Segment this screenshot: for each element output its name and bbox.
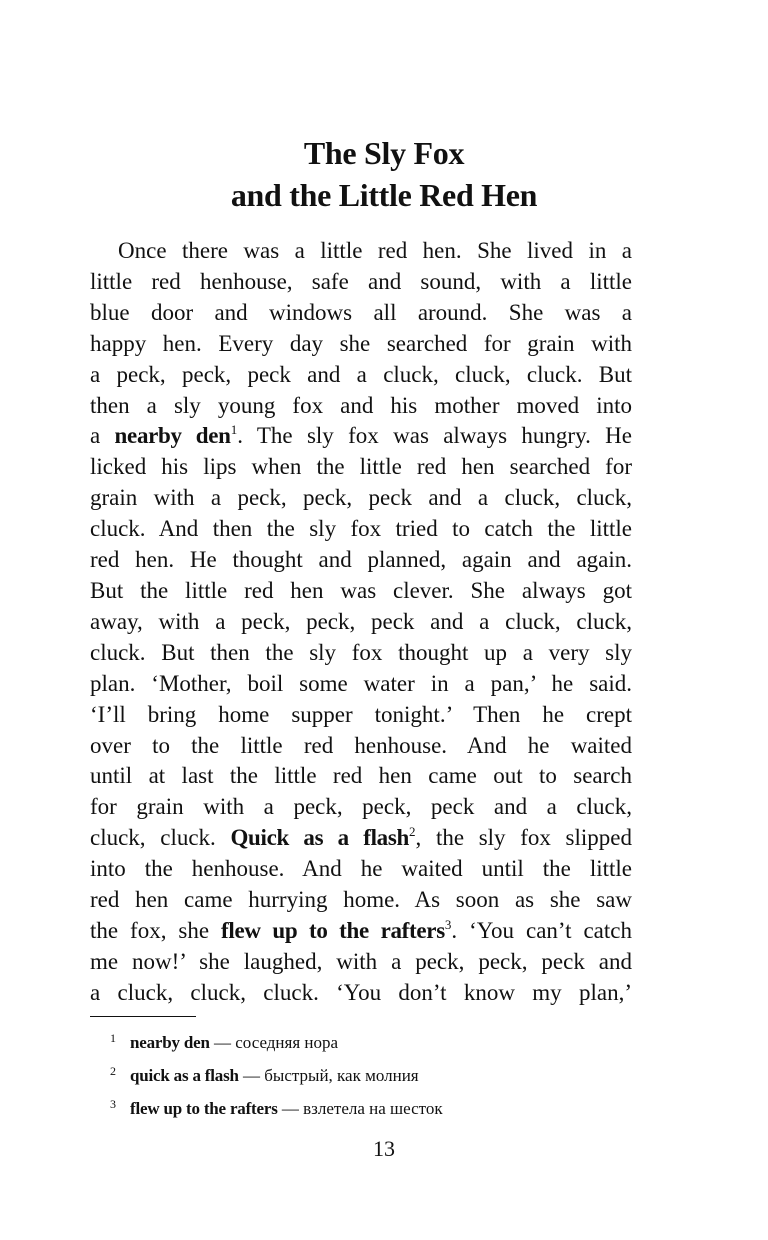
footnote-ref: 1 — [230, 422, 238, 438]
footnote-term: quick as a flash — [130, 1066, 239, 1085]
footnote-divider — [90, 1016, 196, 1017]
footnote-translation: быстрый, как молния — [264, 1066, 419, 1085]
body-line: cluck. But then the sly fox thought up a very sly — [90, 639, 632, 665]
footnote-item — [110, 1090, 710, 1123]
story-body — [90, 236, 632, 1009]
body-line: happy hen. Every day she searched for grain with — [90, 330, 632, 356]
line-text: . The sly fox was always hungry. He — [237, 423, 632, 449]
footnote-item — [110, 1057, 710, 1090]
story-title — [0, 132, 768, 216]
footnote-dash: — — [209, 1033, 236, 1052]
body-line: little red henhouse, safe and sound, with a little — [90, 268, 632, 294]
footnote-ref: 2 — [409, 824, 416, 840]
body-line: ‘I’ll bring home supper tonight.’ Then he crept — [90, 701, 632, 727]
body-line: for grain with a peck, peck, peck and a cluck, — [90, 794, 632, 820]
line-text: , the sly fox slipped — [415, 825, 632, 851]
body-line: a peck, peck, peck and a cluck, cluck, cluck. But — [90, 361, 632, 387]
footnote-translation: соседняя нора — [235, 1033, 339, 1052]
body-line: away, with a peck, peck, peck and a cluck, cluck, — [90, 608, 632, 634]
footnote-number: 1 — [110, 1031, 116, 1045]
footnote-ref: 3 — [444, 916, 452, 932]
body-line: But the little red hen was clever. She always got — [90, 577, 632, 603]
title-line-2: and the Little Red Hen — [230, 177, 538, 213]
body-line: plan. ‘Mother, boil some water in a pan,’ he said. — [90, 670, 632, 696]
body-line: red hen came hurrying home. As soon as she saw — [90, 887, 632, 913]
body-line: red hen. He thought and planned, again and again. — [90, 547, 632, 573]
line-text: a — [90, 423, 115, 449]
title-line-1: The Sly Fox — [303, 135, 465, 171]
line-text: the fox, she — [90, 917, 222, 943]
body-line: over to the little red henhouse. And he waited — [90, 732, 632, 758]
glossary-term-nearby-den: nearby den — [114, 423, 231, 449]
body-line: cluck. And then the sly fox tried to catch the little — [90, 516, 632, 542]
body-line: then a sly young fox and his mother moved into — [90, 392, 632, 418]
body-line: licked his lips when the little red hen searched for — [90, 454, 632, 480]
footnote-number: 2 — [110, 1064, 116, 1078]
page-number: 13 — [373, 1136, 395, 1161]
footnote-dash: — — [238, 1066, 265, 1085]
footnote-term: nearby den — [130, 1033, 210, 1052]
body-line: into the henhouse. And he waited until the little — [90, 856, 632, 882]
body-line: until at last the little red hen came out to search — [90, 763, 632, 789]
footnote-term: flew up to the rafters — [130, 1099, 278, 1118]
body-line: me now!’ she laughed, with a peck, peck, peck and — [90, 948, 632, 974]
body-line: grain with a peck, peck, peck and a cluck, cluck, — [90, 485, 632, 511]
glossary-term-flew-up-to-the-rafters: flew up to the rafters — [221, 917, 445, 943]
footnote-dash: — — [277, 1099, 304, 1118]
body-line: Once there was a little red hen. She lived in a — [118, 238, 632, 263]
line-text: . ‘You can’t catch — [451, 917, 632, 943]
body-line: blue door and windows all around. She was a — [90, 299, 632, 325]
body-line-with-term — [90, 421, 632, 452]
line-text: cluck, cluck. — [90, 825, 231, 851]
body-line: a cluck, cluck, cluck. ‘You don’t know my plan,’ — [90, 979, 632, 1005]
footnote-number: 3 — [110, 1097, 116, 1111]
footnotes — [110, 1024, 710, 1123]
body-line-with-term — [90, 823, 632, 854]
footnote-translation: взлетела на шесток — [303, 1099, 443, 1118]
footnote-item — [110, 1024, 710, 1057]
glossary-term-quick-as-a-flash: Quick as a flash — [230, 825, 410, 851]
body-line-with-term — [90, 916, 632, 947]
